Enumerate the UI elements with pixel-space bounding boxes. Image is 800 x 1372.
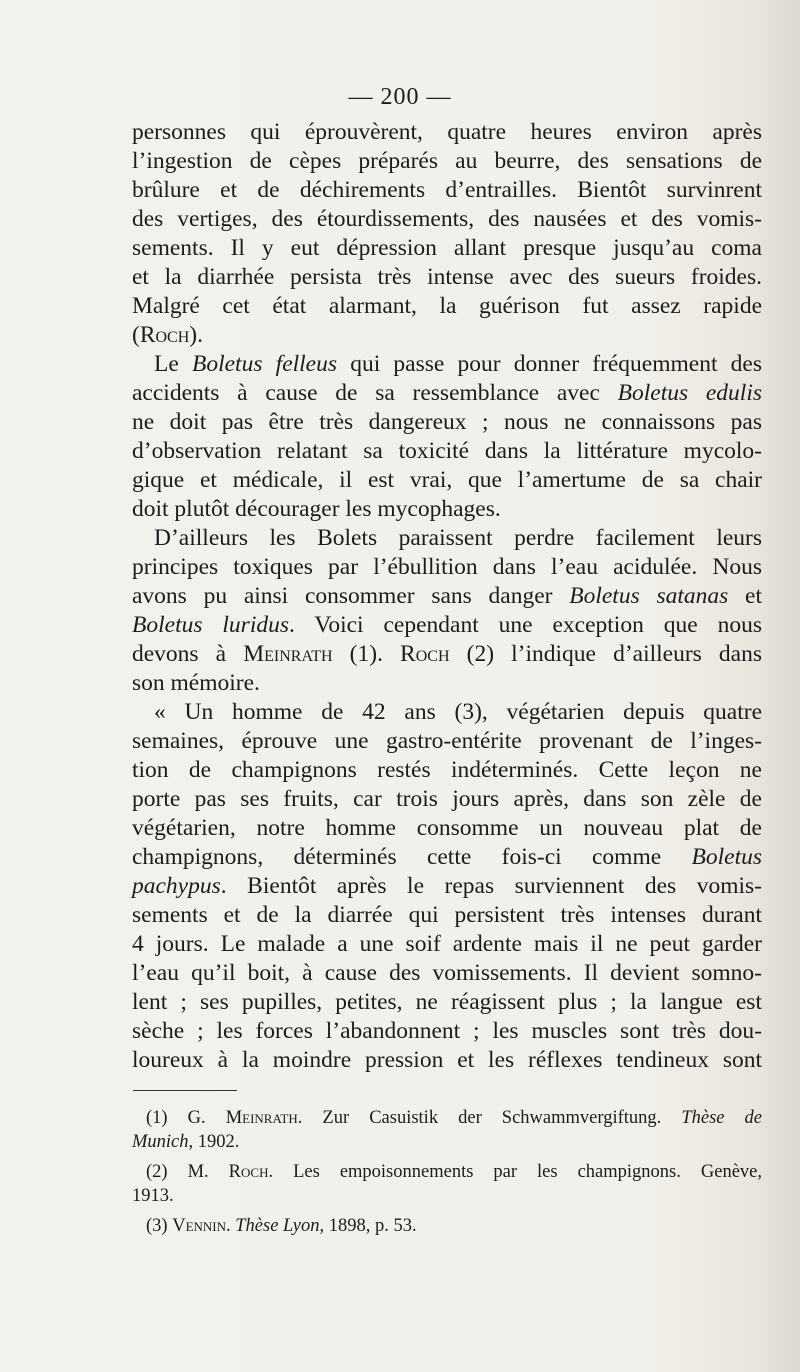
text-line bbox=[132, 147, 762, 176]
text-line bbox=[132, 1046, 762, 1075]
text-line bbox=[132, 524, 762, 553]
text-line bbox=[132, 611, 762, 640]
text-run: l’ingestion de cèpes préparés au beurre, des sensations de bbox=[132, 148, 762, 174]
footnote-line bbox=[132, 1214, 762, 1238]
text-line bbox=[132, 814, 762, 843]
text-run: son mémoire. bbox=[132, 670, 260, 696]
footnote-line bbox=[132, 1184, 762, 1208]
text-line bbox=[132, 901, 762, 930]
text-run: végétarien, notre homme consomme un nouveau plat de bbox=[132, 815, 762, 841]
text-run: 1913. bbox=[132, 1186, 174, 1206]
text-run: . bbox=[226, 1216, 236, 1236]
text-run: semaines, éprouve une gastro-entérite provenant de l’inges- bbox=[132, 728, 762, 754]
text-line bbox=[132, 118, 762, 147]
text-run: personnes qui éprouvèrent, quatre heures environ après bbox=[132, 119, 762, 145]
text-line bbox=[132, 321, 762, 350]
text-run: loureux à la moindre pression et les réflexes tendineux sont bbox=[132, 1047, 762, 1073]
text-run: qui passe pour donner fréquemment des bbox=[337, 351, 762, 377]
text-run: sements. Il y eut dépression allant presque jusqu’au coma bbox=[132, 235, 762, 261]
text-run: avons pu ainsi consommer sans danger bbox=[132, 583, 570, 609]
text-line bbox=[132, 959, 762, 988]
text-line bbox=[132, 582, 762, 611]
text-run: d’observation relatant sa toxicité dans la littérature mycolo- bbox=[132, 438, 762, 464]
text-run: ( bbox=[132, 322, 140, 348]
text-line bbox=[132, 669, 762, 698]
text-run: gique et médicale, il est vrai, que l’amertume de sa chair bbox=[132, 467, 762, 493]
text-run: brûlure et de déchirements d’entrailles. Bientôt survinrent bbox=[132, 177, 762, 203]
text-run: (2) M. bbox=[146, 1162, 229, 1182]
text-line bbox=[132, 292, 762, 321]
author-name: Vennin bbox=[172, 1216, 226, 1236]
text-line bbox=[132, 437, 762, 466]
text-run: ne doit pas être très dangereux ; nous ne connaissons pas bbox=[132, 409, 762, 435]
text-run: « Un homme de 42 ans (3), végétarien depuis quatre bbox=[154, 699, 762, 725]
italic-text: pachypus bbox=[132, 873, 221, 899]
text-line bbox=[132, 756, 762, 785]
italic-text: Boletus luridus bbox=[132, 612, 290, 638]
text-line bbox=[132, 785, 762, 814]
text-run: principes toxiques par l’ébullition dans l’eau acidulée. Nous bbox=[132, 554, 762, 580]
author-name: Roch bbox=[400, 641, 450, 667]
text-line bbox=[132, 466, 762, 495]
text-line bbox=[132, 727, 762, 756]
text-run: . Zur Casuistik der Schwammvergiftung. bbox=[297, 1108, 682, 1128]
footnote-line bbox=[132, 1106, 762, 1130]
text-line bbox=[132, 234, 762, 263]
text-line bbox=[132, 350, 762, 379]
author-name: Meinrath bbox=[225, 1108, 298, 1128]
italic-text: Boletus bbox=[691, 844, 762, 870]
italic-text: Boletus edulis bbox=[617, 380, 762, 406]
footnote-line bbox=[132, 1130, 762, 1154]
footnote-separator bbox=[133, 1090, 237, 1091]
text-line bbox=[132, 495, 762, 524]
footnote-line bbox=[132, 1160, 762, 1184]
text-run: (2) l’indique d’ailleurs dans bbox=[449, 641, 762, 667]
text-run: lent ; ses pupilles, petites, ne réagissent plus ; la langue est bbox=[132, 989, 762, 1015]
text-line bbox=[132, 553, 762, 582]
text-run: . Bientôt après le repas surviennent des vomis- bbox=[220, 873, 762, 899]
author-name: Meinrath bbox=[243, 641, 333, 667]
text-run: accidents à cause de sa ressemblance avec bbox=[132, 380, 618, 406]
text-run: sements et de la diarrée qui persistent très intenses durant bbox=[132, 902, 762, 928]
text-line bbox=[132, 263, 762, 292]
text-line bbox=[132, 988, 762, 1017]
text-run: ). bbox=[189, 322, 203, 348]
author-name: Roch bbox=[228, 1162, 269, 1182]
footnotes bbox=[132, 1106, 762, 1238]
text-run: l’eau qu’il boit, à cause des vomissements. Il devient somno- bbox=[132, 960, 762, 986]
text-run: , 1898, p. 53. bbox=[319, 1216, 417, 1236]
text-line bbox=[132, 205, 762, 234]
text-run: (1) G. bbox=[146, 1108, 226, 1128]
text-run: des vertiges, des étourdissements, des nausées et des vomis- bbox=[132, 206, 762, 232]
text-run: D’ailleurs les Bolets paraissent perdre facilement leurs bbox=[154, 525, 762, 551]
text-run: porte pas ses fruits, car trois jours après, dans son zèle de bbox=[132, 786, 762, 812]
text-line bbox=[132, 930, 762, 959]
text-run: et bbox=[728, 583, 763, 609]
text-run: . Les empoisonnements par les champignons. Genève, bbox=[268, 1162, 762, 1182]
text-run: (1). bbox=[332, 641, 401, 667]
author-name: Roch bbox=[139, 322, 190, 348]
footnote bbox=[132, 1106, 762, 1154]
text-line bbox=[132, 843, 762, 872]
text-run: Le bbox=[154, 351, 192, 377]
text-line bbox=[132, 640, 762, 669]
italic-text: Munich bbox=[132, 1132, 189, 1152]
text-run: sèche ; les forces l’abandonnent ; les muscles sont très dou- bbox=[132, 1018, 762, 1044]
text-run: (3) bbox=[146, 1216, 173, 1236]
italic-text: Thèse Lyon bbox=[235, 1216, 320, 1236]
text-line bbox=[132, 379, 762, 408]
italic-text: Boletus satanas bbox=[569, 583, 729, 609]
text-run: devons à bbox=[132, 641, 244, 667]
text-run: 4 jours. Le malade a une soif ardente mais il ne peut garder bbox=[132, 931, 762, 957]
text-line bbox=[132, 408, 762, 437]
body-text bbox=[132, 118, 762, 1075]
text-run: tion de champignons restés indéterminés. Cette leçon ne bbox=[132, 757, 762, 783]
text-run: doit plutôt décourager les mycophages. bbox=[132, 496, 501, 522]
text-run: Malgré cet état alarmant, la guérison fut assez rapide bbox=[132, 293, 762, 319]
text-line bbox=[132, 698, 762, 727]
italic-text: Thèse de bbox=[681, 1108, 763, 1128]
text-run: , 1902. bbox=[188, 1132, 240, 1152]
text-line bbox=[132, 176, 762, 205]
text-line bbox=[132, 1017, 762, 1046]
text-run: et la diarrhée persista très intense avec des sueurs froides. bbox=[132, 264, 762, 290]
text-line bbox=[132, 872, 762, 901]
footnote bbox=[132, 1160, 762, 1208]
text-run: . Voici cependant une exception que nous bbox=[289, 612, 762, 638]
italic-text: Boletus felleus bbox=[191, 351, 338, 377]
text-run: champignons, déterminés cette fois-ci comme bbox=[132, 844, 692, 870]
page-number: — 200 — bbox=[348, 84, 452, 110]
footnote bbox=[132, 1214, 762, 1238]
